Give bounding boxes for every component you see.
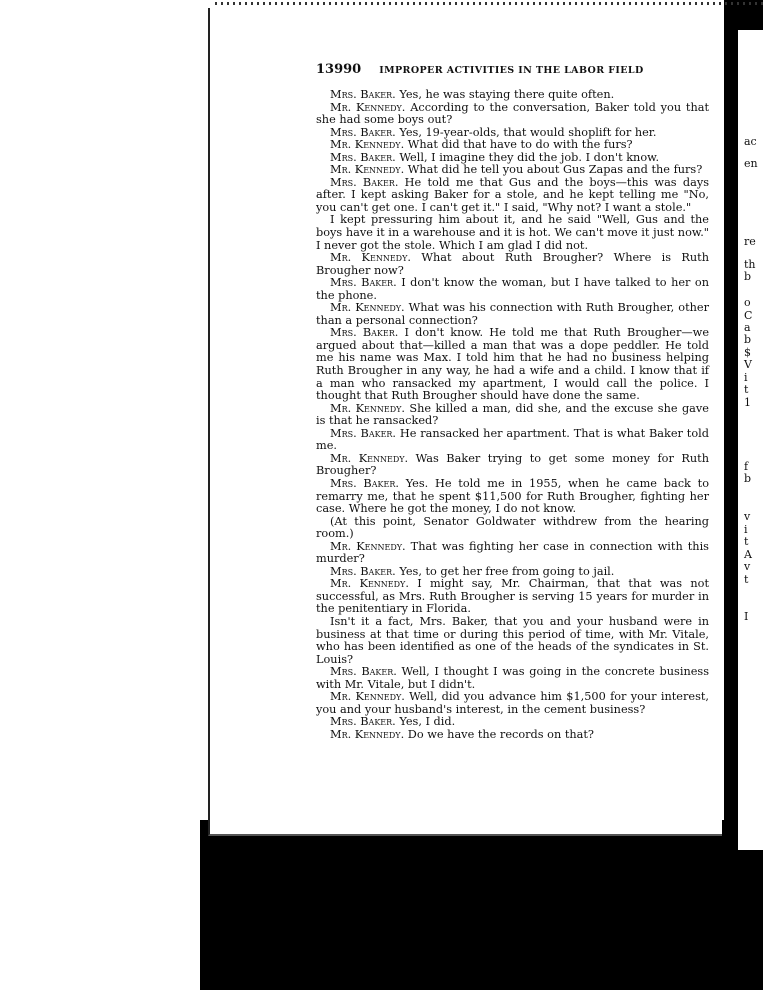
- paragraph-text: I don't know. He told me that Ruth Brougher—we argued about that—killed a man that was a dope peddler. He told me his name was Max. I told him that he had no business helping Ruth Brougher in any way, he had a wife and a child. I know that if a man who ransacked my apartment, I would call the police. I thought that Ruth Brougher should have done the same.: [316, 326, 709, 403]
- scan-margin: [0, 0, 215, 990]
- speaker-name: Mrs. Baker.: [330, 665, 397, 679]
- paragraph-text: He told me that Gus and the boys—this was days after. I kept asking Baker for a stole, and he kept telling me "No, you can't get one. I can't get it." I said, "Why not? I want a stole.": [316, 175, 709, 214]
- speaker-name: Mrs. Baker.: [330, 326, 399, 340]
- speaker-name: Mrs. Baker.: [330, 175, 399, 189]
- paragraph-text: What about Ruth Brougher? Where is Ruth Brougher now?: [316, 251, 709, 277]
- adjacent-fragment: b: [744, 333, 752, 346]
- adjacent-fragment: i: [744, 371, 748, 384]
- paragraph-text: He ransacked her apartment. That is what Baker told me.: [316, 426, 709, 453]
- adjacent-fragment: th: [744, 258, 756, 271]
- speaker-name: Mr. Kennedy.: [330, 100, 406, 114]
- adjacent-fragment: t: [744, 535, 749, 548]
- paragraph-text: Well, I thought I was going in the concrete business with Mr. Vitale, but I didn't.: [316, 665, 709, 691]
- paragraph-text: (At this point, Senator Goldwater withdrew from the hearing room.): [316, 514, 709, 541]
- speaker-name: Mr. Kennedy.: [330, 727, 405, 741]
- speaker-name: Mrs. Baker.: [330, 564, 396, 578]
- testimony-paragraph: [316, 214, 709, 252]
- paragraph-text: That was fighting her case in connection with this murder?: [316, 539, 709, 566]
- running-title: IMPROPER ACTIVITIES IN THE LABOR FIELD: [379, 65, 644, 76]
- paragraph-text: Well, did you advance him $1,500 for your interest, you and your husband's interest, in the cement business?: [316, 690, 709, 716]
- paragraph-text: What did that have to do with the furs?: [404, 138, 633, 152]
- speaker-name: Mrs. Baker.: [330, 150, 396, 164]
- paragraph-text: What did he tell you about Gus Zapas and the furs?: [404, 163, 703, 177]
- speaker-name: Mr. Kennedy.: [330, 451, 409, 465]
- paragraph-text: According to the conversation, Baker told you that she had some boys out?: [316, 100, 709, 127]
- testimony-paragraph: [316, 102, 709, 127]
- adjacent-fragment: I: [744, 610, 749, 623]
- testimony-paragraph: [316, 666, 709, 691]
- scan-shadow-bottom: [200, 820, 763, 990]
- testimony-paragraph: [316, 478, 709, 516]
- speaker-name: Mr. Kennedy.: [330, 251, 411, 265]
- speaker-name: Mrs. Baker.: [330, 476, 399, 490]
- testimony-paragraph: [316, 691, 709, 716]
- testimony-paragraph: [316, 729, 709, 742]
- testimony-paragraph: [316, 327, 709, 402]
- paragraph-text: I don't know the woman, but I have talked to her on the phone.: [316, 276, 710, 302]
- scan-edge-dots: [215, 2, 763, 5]
- testimony-paragraph: [316, 578, 709, 616]
- adjacent-fragment: V: [744, 358, 752, 371]
- adjacent-fragment: re: [744, 235, 756, 248]
- paragraph-text: I might say, Mr. Chairman, that that was not successful, as Mrs. Ruth Brougher is serving 15 years for murder in the penitentiary in Florida.: [316, 577, 709, 616]
- adjacent-fragment: i: [744, 523, 748, 536]
- adjacent-fragment: $: [744, 346, 751, 359]
- testimony-paragraph: [316, 453, 709, 478]
- paragraph-text: Well, I imagine they did the job. I don't know.: [395, 150, 660, 164]
- adjacent-page-strip: [738, 30, 763, 850]
- adjacent-fragment: v: [744, 560, 751, 573]
- testimony-paragraph: [316, 428, 709, 453]
- adjacent-fragment: A: [744, 548, 752, 561]
- testimony-paragraph: [316, 616, 709, 666]
- adjacent-fragment: ac: [744, 135, 757, 148]
- paragraph-text: Do we have the records on that?: [404, 727, 594, 741]
- page-number: 13990: [316, 62, 362, 77]
- paragraph-text: Yes. He told me in 1955, when he came back to remarry me, that he spent $11,500 for Ruth Brougher, fighting her case. Where he got the money, I do not know.: [316, 476, 709, 516]
- adjacent-fragment: a: [744, 321, 751, 334]
- paragraph-text: Yes, to get her free from going to jail.: [395, 564, 615, 578]
- transcript-body: [316, 89, 709, 741]
- adjacent-fragment: C: [744, 309, 753, 322]
- adjacent-fragment: b: [744, 270, 752, 283]
- testimony-paragraph: [316, 541, 709, 566]
- testimony-paragraph: [316, 277, 709, 302]
- speaker-name: Mr. Kennedy.: [330, 301, 405, 315]
- paragraph-text: Was Baker trying to get some money for Ruth Brougher?: [316, 451, 709, 478]
- speaker-name: Mr. Kennedy.: [330, 138, 405, 152]
- speaker-name: Mr. Kennedy.: [330, 690, 405, 704]
- speaker-name: Mr. Kennedy.: [330, 163, 405, 177]
- paragraph-text: Yes, he was staying there quite often.: [395, 88, 615, 101]
- adjacent-fragment: f: [744, 460, 749, 473]
- paragraph-text: What was his connection with Ruth Brougher, other than a personal connection?: [316, 301, 709, 327]
- paragraph-text: Isn't it a fact, Mrs. Baker, that you and your husband were in business at that time or during this period of time, with Mr. Vitale, who has been identified as one of the heads of the syndicates in St. Louis?: [316, 614, 709, 666]
- testimony-paragraph: [316, 516, 709, 541]
- paragraph-text: She killed a man, did she, and the excuse she gave is that he ransacked?: [316, 401, 709, 428]
- adjacent-fragment: o: [744, 296, 751, 309]
- paragraph-text: Yes, I did.: [395, 715, 456, 729]
- adjacent-fragment: en: [744, 157, 758, 170]
- testimony-paragraph: [316, 252, 709, 277]
- speaker-name: Mrs. Baker.: [330, 88, 396, 101]
- speaker-name: Mrs. Baker.: [330, 125, 396, 139]
- page-header: [316, 62, 711, 78]
- adjacent-fragment: t: [744, 573, 749, 586]
- speaker-name: Mrs. Baker.: [330, 276, 397, 290]
- paragraph-text: Yes, 19-year-olds, that would shoplift for her.: [395, 125, 657, 139]
- adjacent-fragment: b: [744, 472, 752, 485]
- adjacent-fragment: 1: [744, 396, 751, 409]
- speaker-name: Mr. Kennedy.: [330, 577, 409, 591]
- speaker-name: Mrs. Baker.: [330, 715, 396, 729]
- speaker-name: Mrs. Baker.: [330, 426, 397, 440]
- paragraph-text: I kept pressuring him about it, and he said "Well, Gus and the boys have it in a warehouse and it is hot. We can't move it just now." I never got the stole. Which I am glad I did not.: [316, 213, 709, 252]
- adjacent-fragment: v: [744, 510, 751, 523]
- testimony-paragraph: [316, 403, 709, 428]
- testimony-paragraph: [316, 302, 709, 327]
- adjacent-fragment: t: [744, 383, 749, 396]
- speaker-name: Mr. Kennedy.: [330, 539, 406, 553]
- testimony-paragraph: [316, 177, 709, 215]
- speaker-name: Mr. Kennedy.: [330, 401, 405, 415]
